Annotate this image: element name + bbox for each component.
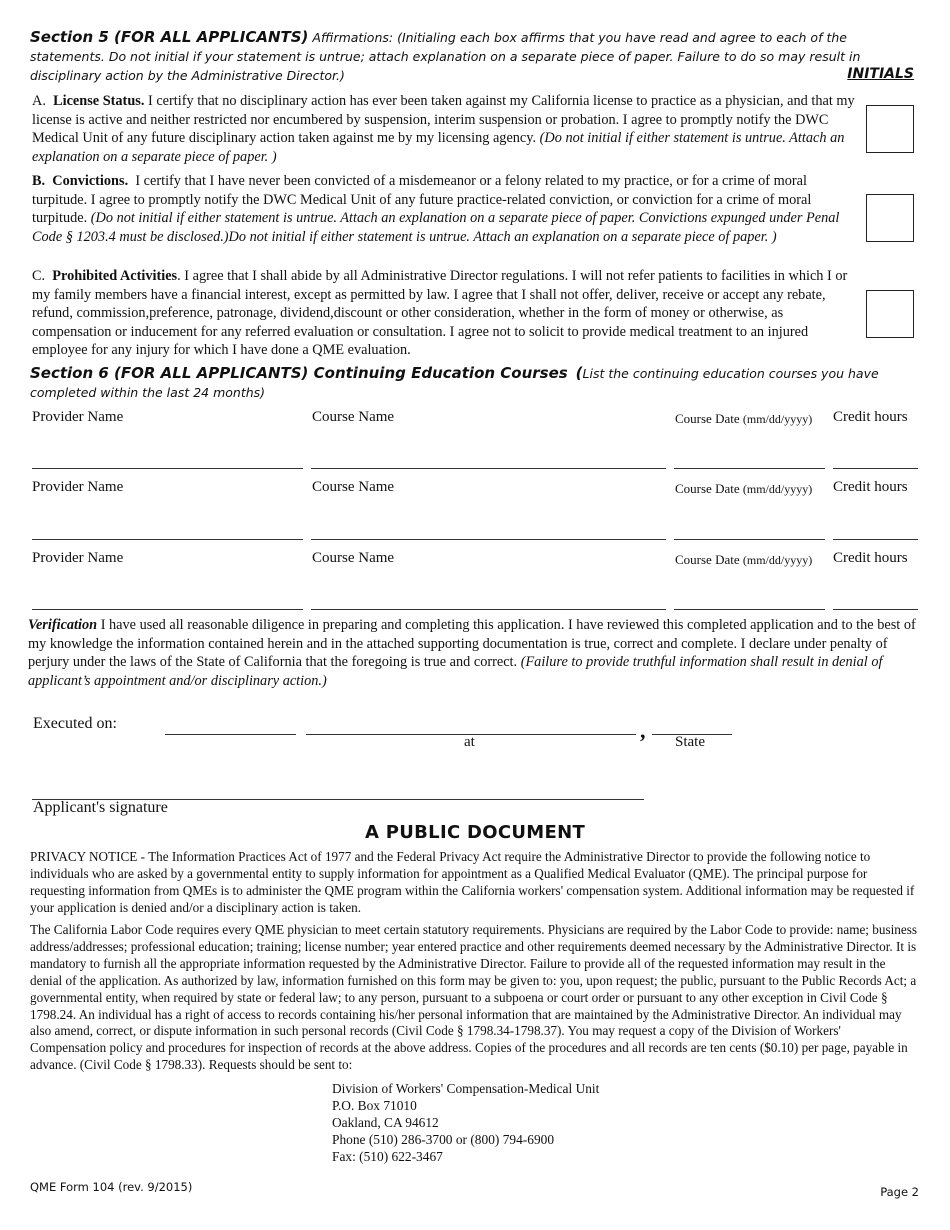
affirmation-c-body: . I agree that I shall abide by all Administrative Director regulations. I will not refer patients to facilities in which I or my family members have a financial interest, except as permitted by law. I agree that I shall not offer, deliver, receive or accept any rebate, refund, commission,preference, patronage, dividend,discount or other consideration, whether in the form of money or otherwise, as compensation or inducement for any referred evaluation or consultation. I agree not to solicit to provide medical treatment to an injured employee for any injury for which I have done a QME evaluation. bbox=[32, 268, 848, 359]
course-date-field-2[interactable] bbox=[674, 539, 825, 540]
affirmation-c-title: Prohibited Activities bbox=[52, 268, 178, 284]
executed-state-label: State bbox=[675, 734, 705, 750]
affirmation-a bbox=[32, 92, 860, 166]
provider-name-field-2[interactable] bbox=[32, 539, 303, 540]
privacy-notice-paragraph: PRIVACY NOTICE - The Information Practices Act of 1977 and the Federal Privacy Act require the Administrative Director to provide the following notice to individuals who are asked by a governmental entity to supply information for appointment as a Qualified Medical Evaluator (QME). The principal purpose for requesting information from QMEs is to administer the QME program within the California workers' compensation system. Additional information may be requested if your application is denied and/or a disciplinary action is taken. bbox=[30, 849, 915, 915]
provider-name-label-1: Provider Name bbox=[32, 409, 124, 425]
executed-at-label: at bbox=[464, 734, 475, 750]
address-line-3: Oakland, CA 94612 bbox=[332, 1115, 439, 1130]
course-date-label-2 bbox=[675, 481, 812, 497]
address-line-1: Division of Workers' Compensation-Medical Unit bbox=[332, 1081, 600, 1096]
initials-label: INITIALS bbox=[847, 66, 914, 82]
course-date-field-1[interactable] bbox=[674, 468, 825, 469]
affirmation-b-letter: B. bbox=[32, 173, 46, 189]
affirmation-a-letter: A. bbox=[32, 93, 46, 109]
course-date-text-1: Course Date bbox=[675, 411, 740, 426]
course-name-field-3[interactable] bbox=[311, 609, 666, 610]
course-date-text-3: Course Date bbox=[675, 552, 740, 567]
executed-on-label: Executed on: bbox=[33, 715, 117, 732]
credit-hours-label-3: Credit hours bbox=[833, 550, 908, 566]
section6-intro: List the continuing education courses you have completed within the last 24 months) bbox=[30, 366, 879, 400]
section6-heading: Section 6 (FOR ALL APPLICANTS) Continuing Education Courses bbox=[30, 364, 568, 382]
labor-code-paragraph: The California Labor Code requires every QME physician to meet certain statutory requirements. Physicians are required by the Labor Code to provide: name; business address/addresses; professional education; training; license number; year entered practice and other requirements deemed necessary by the Administrative Director. It is mandatory to furnish all the appropriate information requested by the Administrative Director. Failure to provide all of the requested information may result in the denial of the application. As authorized by law, information furnished on this form may be given to: you, upon request; the public, pursuant to the Public Records Act; a governmental entity, when required by state or federal law; to any person, pursuant to a subpoena or court order or pursuant to any other exception in Civil Code § 1798.24. An individual has a right of access to records containing his/her personal information that are maintained by the Administrative Director. An individual may also amend, correct, or dispute information in such personal records (Civil Code § 1798.34-1798.37). You may request a copy of the Division of Workers' Compensation policy and procedures for inspection of records at the above address. Copies of the procedures and all records are ten cents ($0.10) per page, payable in advance. (Civil Code § 1798.33). Requests should be sent to: bbox=[30, 922, 917, 1073]
credit-hours-field-2[interactable] bbox=[833, 539, 918, 540]
section6-paren: ( bbox=[575, 364, 583, 382]
provider-name-label-3: Provider Name bbox=[32, 550, 124, 566]
section5-intro: Affirmations: (Initialing each box affirms that you have read and agree to each of the statements. Do not initial if your statement is untrue; attach explanation on a separate piece of paper. Failure to do so may result in disciplinary action by the Administrative Director.) bbox=[30, 30, 861, 83]
section6-header bbox=[30, 364, 915, 402]
section5-heading: Section 5 (FOR ALL APPLICANTS) bbox=[30, 28, 309, 46]
address-line-2: P.O. Box 71010 bbox=[332, 1098, 417, 1113]
credit-hours-field-1[interactable] bbox=[833, 468, 918, 469]
credit-hours-field-3[interactable] bbox=[833, 609, 918, 610]
verification-note: (Failure to provide truthful information shall result in denial of applicant’s appointment and/or disciplinary action.) bbox=[28, 654, 883, 689]
course-name-field-2[interactable] bbox=[311, 539, 666, 540]
course-name-label-2: Course Name bbox=[312, 479, 395, 495]
verification-body: I have used all reasonable diligence in preparing and completing this application. I have reviewed this completed application and to the best of my knowledge the information contained herein and in the attached supporting documentation is true, correct and complete. I declare under penalty of perjury under the laws of the State of California that the foregoing is true and correct. bbox=[28, 617, 916, 671]
affirmation-b bbox=[32, 172, 864, 246]
course-date-label-3 bbox=[675, 552, 812, 568]
page-number: Page 2 bbox=[880, 1185, 919, 1199]
signature-label: Applicant's signature bbox=[33, 799, 168, 816]
initials-box-a[interactable] bbox=[866, 105, 914, 153]
executed-comma: , bbox=[640, 718, 646, 743]
course-date-format-2: (mm/dd/yyyy) bbox=[742, 482, 813, 496]
course-date-format-3: (mm/dd/yyyy) bbox=[742, 553, 813, 567]
executed-date-field[interactable] bbox=[165, 734, 296, 735]
verification-paragraph bbox=[28, 616, 920, 690]
affirmation-b-note: (Do not initial if either statement is untrue. Attach an explanation on a separate piece of paper. Convictions expunged under Penal Code § 1203.4 must be disclosed.)Do not initial if either statement is untrue. Attach an explanation on a separate piece of paper. ) bbox=[32, 210, 840, 245]
affirmation-a-title: License Status. bbox=[53, 93, 145, 109]
address-line-4: Phone (510) 286-3700 or (800) 794-6900 bbox=[332, 1132, 555, 1147]
provider-name-label-2: Provider Name bbox=[32, 479, 124, 495]
section5-header bbox=[30, 28, 915, 85]
credit-hours-label-2: Credit hours bbox=[833, 479, 908, 495]
course-name-field-1[interactable] bbox=[311, 468, 666, 469]
initials-box-b[interactable] bbox=[866, 194, 914, 242]
address-line-5: Fax: (510) 622-3467 bbox=[332, 1149, 443, 1164]
initials-box-c[interactable] bbox=[866, 290, 914, 338]
affirmation-b-title: Convictions. bbox=[52, 173, 129, 189]
affirmation-c-letter: C. bbox=[32, 268, 46, 284]
provider-name-field-1[interactable] bbox=[32, 468, 303, 469]
form-number: QME Form 104 (rev. 9/2015) bbox=[30, 1180, 193, 1194]
course-name-label-3: Course Name bbox=[312, 550, 395, 566]
provider-name-field-3[interactable] bbox=[32, 609, 303, 610]
course-date-format-1: (mm/dd/yyyy) bbox=[742, 412, 813, 426]
verification-title: Verification bbox=[28, 617, 98, 633]
affirmation-b-body: I certify that I have never been convicted of a misdemeanor or a felony related to my practice, or for a crime of moral turpitude. I agree to promptly notify the DWC Medical Unit of any future practice-related conviction, or conviction for a crime of moral turpitude. bbox=[32, 173, 812, 227]
credit-hours-label-1: Credit hours bbox=[833, 409, 908, 425]
public-document-title: A PUBLIC DOCUMENT bbox=[364, 822, 586, 843]
affirmation-c bbox=[32, 267, 864, 360]
affirmation-a-body: I certify that no disciplinary action has ever been taken against my California license to practice as a physician, and that my license is active and neither restricted nor encumbered by suspension, interim suspension or probation. I agree to promptly notify the DWC Medical Unit of any future disciplinary action taken against me by my licensing agency. bbox=[32, 93, 855, 147]
course-date-text-2: Course Date bbox=[675, 481, 740, 496]
course-date-field-3[interactable] bbox=[674, 609, 825, 610]
mailing-address bbox=[332, 1080, 599, 1165]
affirmation-a-note: (Do not initial if either statement is untrue. Attach an explanation on a separate piece of paper. ) bbox=[32, 130, 845, 165]
course-name-label-1: Course Name bbox=[312, 409, 395, 425]
course-date-label-1 bbox=[675, 411, 812, 427]
